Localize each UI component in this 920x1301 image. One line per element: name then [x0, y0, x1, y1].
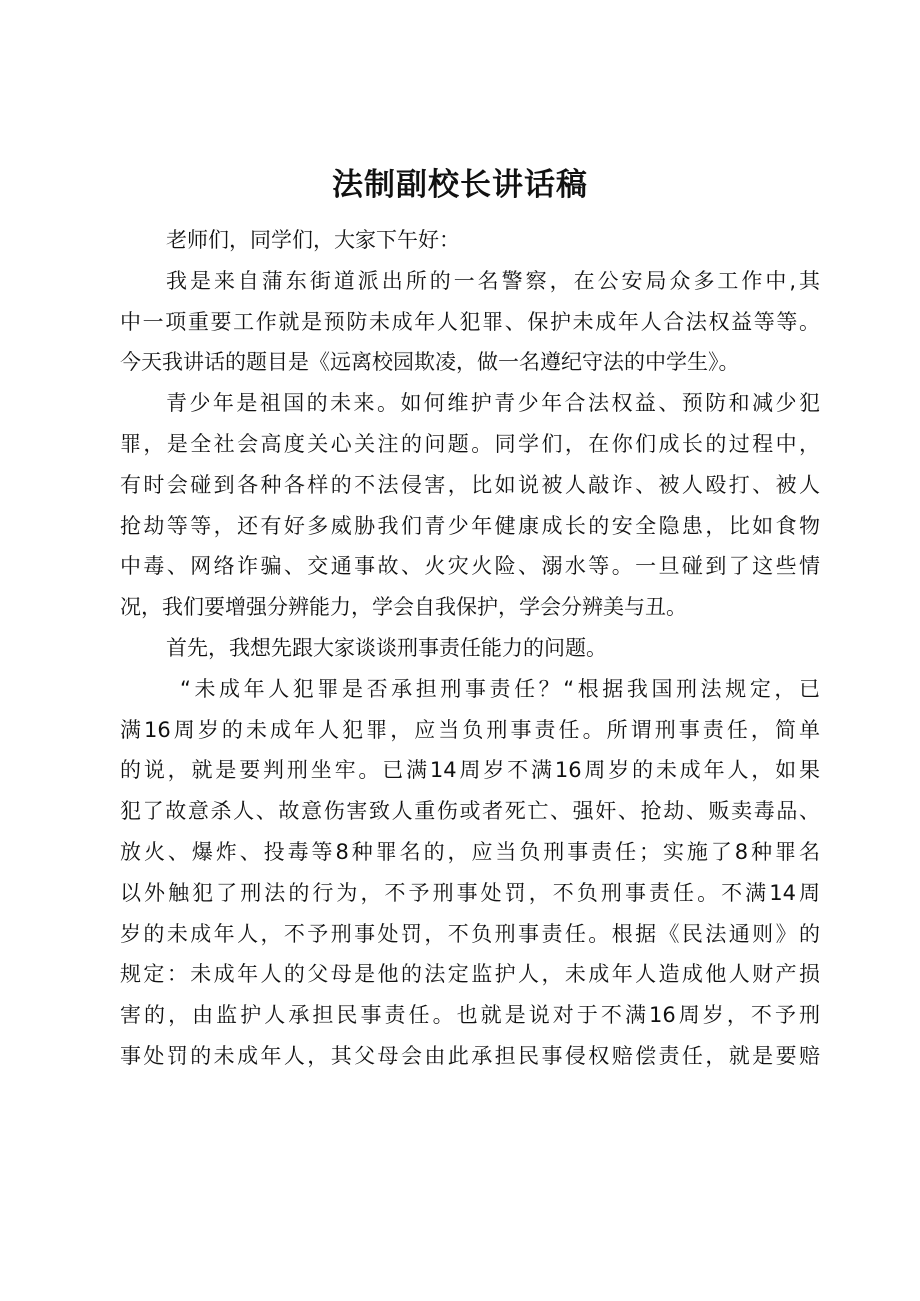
document-title: 法制副校长讲话稿: [332, 167, 588, 203]
greeting-line: 老师们，同学们，大家下午好：: [166, 228, 460, 252]
paragraph-2-line-1: 青少年是祖国的未来。如何维护青少年合法权益、预防和减少犯: [166, 391, 820, 416]
paragraph-1-line-1: 我是来自蒲东街道派出所的一名警察，在公安局众多工作中,其: [166, 268, 820, 293]
paragraph-4-line-10: 事处罚的未成年人，其父母会由此承担民事侵权赔偿责任，就是要赔: [120, 1043, 820, 1068]
paragraph-2-line-2: 罪，是全社会高度关心关注的问题。同学们，在你们成长的过程中，: [120, 431, 820, 456]
paragraph-1-line-3: 今天我讲话的题目是《远离校园欺凌，做一名遵纪守法的中学生》。: [120, 350, 740, 375]
paragraph-4-line-3: 的说，就是要判刑坐牢。已满14周岁不满16周岁的未成年人，如果: [120, 758, 820, 783]
paragraph-4-line-4: 犯了故意杀人、故意伤害致人重伤或者死亡、强奸、抢劫、贩卖毒品、: [120, 799, 820, 824]
paragraph-2-line-3: 有时会碰到各种各样的不法侵害，比如说被人敲诈、被人殴打、被人: [120, 472, 820, 497]
paragraph-4-line-8: 规定：未成年人的父母是他的法定监护人，未成年人造成他人财产损: [120, 962, 820, 987]
paragraph-4-line-5: 放火、爆炸、投毒等8种罪名的，应当负刑事责任；实施了8种罪名: [120, 839, 820, 864]
paragraph-2-line-6: 况，我们要增强分辨能力，学会自我保护，学会分辨美与丑。: [120, 595, 687, 620]
paragraph-4-line-9: 害的，由监护人承担民事责任。也就是说对于不满16周岁，不予刑: [120, 1003, 820, 1028]
document-body: [120, 220, 820, 1077]
paragraph-4-line-7: 岁的未成年人，不予刑事处罚，不负刑事责任。根据《民法通则》的: [120, 921, 820, 946]
paragraph-4-line-1: “未成年人犯罪是否承担刑事责任？“根据我国刑法规定，已: [180, 676, 820, 701]
paragraph-4-line-2: 满16周岁的未成年人犯罪，应当负刑事责任。所谓刑事责任，简单: [120, 717, 820, 742]
paragraph-3-line-1: 首先，我想先跟大家谈谈刑事责任能力的问题。: [166, 635, 607, 660]
paragraph-2-line-4: 抢劫等等，还有好多威胁我们青少年健康成长的安全隐患，比如食物: [120, 513, 820, 538]
paragraph-1-line-2: 中一项重要工作就是预防未成年人犯罪、保护未成年人合法权益等等。: [120, 309, 820, 334]
paragraph-2-line-5: 中毒、网络诈骗、交通事故、火灾火险、溺水等。一旦碰到了这些情: [120, 554, 820, 579]
paragraph-4-line-6: 以外触犯了刑法的行为，不予刑事处罚，不负刑事责任。不满14周: [120, 880, 820, 905]
